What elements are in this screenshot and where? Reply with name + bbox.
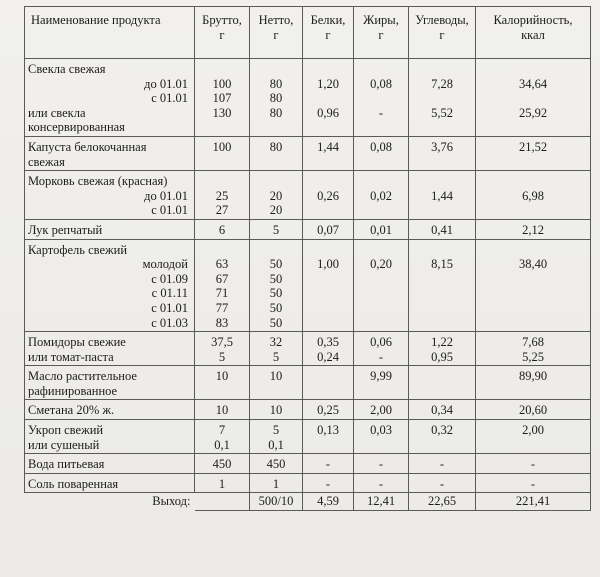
table-row [25, 219, 591, 239]
cell-value [307, 120, 349, 135]
cell-value [480, 174, 586, 189]
cell-value: 1,20 [317, 76, 339, 91]
header-brutto: Брутто, г [195, 7, 250, 59]
product-name [25, 473, 195, 493]
cell-value: 50 [269, 257, 283, 272]
output-calories: 221,41 [476, 493, 591, 511]
cell-netto [250, 219, 303, 239]
product-name-line: Картофель свежий [28, 242, 128, 257]
cell-fat [354, 454, 409, 474]
output-brutto [195, 493, 250, 511]
cell-value: 7 [218, 423, 226, 438]
table-row [25, 171, 591, 220]
product-name-line: Вода питьевая [28, 457, 105, 472]
cell-carbs [409, 420, 476, 454]
cell-value: 100 [212, 139, 232, 154]
product-name-line: с 01.03 [151, 315, 188, 330]
product-name-line: с 01.01 [151, 300, 188, 315]
cell-value: 0,07 [317, 222, 339, 237]
cell-carbs [409, 332, 476, 366]
cell-value: 0,08 [370, 76, 392, 91]
cell-carbs [409, 400, 476, 420]
cell-value [199, 120, 245, 135]
cell-value [199, 174, 245, 189]
cell-carbs [409, 454, 476, 474]
product-name-line: или свекла [28, 105, 86, 120]
product-name-line: Помидоры свежие [28, 335, 126, 350]
cell-value: 0,03 [370, 423, 392, 438]
table-row [25, 136, 591, 170]
cell-value: 7,68 [522, 335, 544, 350]
cell-calories [476, 332, 591, 366]
product-name-line: Лук репчатый [28, 222, 103, 237]
cell-value: - [378, 457, 384, 472]
cell-value: 0,08 [370, 139, 392, 154]
cell-value [480, 120, 586, 135]
product-name [25, 239, 195, 332]
cell-value: 1 [218, 476, 226, 491]
product-name-line: с 01.11 [151, 286, 188, 301]
cell-value [307, 369, 349, 384]
cell-value: - [325, 457, 331, 472]
product-name-line: рафинированное [28, 383, 118, 398]
cell-netto [250, 454, 303, 474]
cell-carbs [409, 136, 476, 170]
cell-value: 0,35 [317, 335, 339, 350]
product-name [25, 420, 195, 454]
cell-value: 20,60 [518, 403, 548, 418]
product-name-line: Морковь свежая (красная) [28, 174, 168, 189]
cell-fat [354, 332, 409, 366]
product-name [25, 136, 195, 170]
cell-value: 0,25 [317, 403, 339, 418]
cell-value [358, 62, 404, 77]
cell-value: - [439, 457, 445, 472]
cell-brutto [195, 171, 250, 220]
cell-value: 0,1 [214, 437, 230, 452]
cell-protein [303, 332, 354, 366]
cell-value: - [325, 476, 331, 491]
cell-value: 0,13 [317, 423, 339, 438]
cell-value [413, 91, 471, 106]
cell-netto [250, 366, 303, 400]
cell-value [413, 120, 471, 135]
cell-value [358, 120, 404, 135]
cell-value [254, 243, 298, 258]
cell-value: - [530, 476, 536, 491]
cell-protein [303, 136, 354, 170]
cell-protein [303, 219, 354, 239]
cell-value: 67 [215, 271, 229, 286]
cell-calories [476, 171, 591, 220]
cell-calories [476, 59, 591, 137]
cell-brutto [195, 454, 250, 474]
cell-value [358, 91, 404, 106]
cell-value: 37,5 [211, 335, 233, 350]
cell-value: - [439, 476, 445, 491]
cell-value: 10 [215, 369, 229, 384]
cell-value [254, 120, 298, 135]
output-carbs: 22,65 [409, 493, 476, 511]
cell-calories [476, 239, 591, 332]
cell-value [413, 369, 471, 384]
cell-brutto [195, 420, 250, 454]
cell-value [480, 91, 586, 106]
cell-netto [250, 473, 303, 493]
cell-fat [354, 239, 409, 332]
cell-calories [476, 400, 591, 420]
cell-value: 50 [269, 271, 283, 286]
product-name-line: или томат-паста [28, 349, 114, 364]
cell-value: 1,44 [431, 188, 453, 203]
cell-protein [303, 59, 354, 137]
cell-value: 10 [215, 403, 229, 418]
product-name [25, 59, 195, 137]
cell-brutto [195, 366, 250, 400]
cell-value: 2,12 [522, 222, 544, 237]
cell-value: - [378, 349, 384, 364]
cell-value: 80 [269, 76, 283, 91]
header-calories: Калорийность, ккал [476, 7, 591, 59]
cell-value: 9,99 [370, 369, 392, 384]
cell-value [413, 243, 471, 258]
cell-brutto [195, 473, 250, 493]
table-header-row [25, 7, 591, 59]
cell-value [307, 62, 349, 77]
cell-value: 50 [269, 300, 283, 315]
cell-value: 6,98 [522, 188, 544, 203]
cell-calories [476, 454, 591, 474]
cell-value: 7,28 [431, 76, 453, 91]
cell-value: 77 [215, 300, 229, 315]
cell-value: 0,34 [431, 403, 453, 418]
cell-value: 0,1 [268, 437, 284, 452]
cell-value: 450 [266, 457, 286, 472]
cell-value [199, 62, 245, 77]
cell-carbs [409, 473, 476, 493]
cell-value: 5 [272, 222, 280, 237]
cell-calories [476, 420, 591, 454]
table-row [25, 400, 591, 420]
product-name [25, 454, 195, 474]
product-name [25, 366, 195, 400]
cell-value: 27 [215, 203, 229, 218]
product-name [25, 400, 195, 420]
cell-value: 83 [215, 315, 229, 330]
cell-fat [354, 473, 409, 493]
cell-value [358, 174, 404, 189]
cell-value: 5,52 [431, 105, 453, 120]
product-name [25, 332, 195, 366]
cell-value: 0,06 [370, 335, 392, 350]
cell-value [480, 62, 586, 77]
cell-fat [354, 219, 409, 239]
cell-protein [303, 400, 354, 420]
cell-value: 89,90 [518, 369, 548, 384]
cell-value: 107 [212, 91, 232, 106]
cell-value [413, 174, 471, 189]
cell-netto [250, 239, 303, 332]
cell-value [199, 243, 245, 258]
cell-fat [354, 171, 409, 220]
table-row [25, 239, 591, 332]
header-carbs: Углеводы, г [409, 7, 476, 59]
product-name-line: или сушеный [28, 437, 100, 452]
cell-value: 0,32 [431, 423, 453, 438]
cell-value [307, 243, 349, 258]
product-name-line: Капуста белокочанная [28, 139, 147, 154]
header-name: Наименование продукта [25, 7, 195, 59]
cell-value: 50 [269, 286, 283, 301]
header-protein: Белки, г [303, 7, 354, 59]
cell-netto [250, 136, 303, 170]
cell-protein [303, 420, 354, 454]
cell-carbs [409, 171, 476, 220]
cell-netto [250, 400, 303, 420]
cell-value: 3,76 [431, 139, 453, 154]
table-row [25, 332, 591, 366]
cell-value: 1,22 [431, 335, 453, 350]
cell-value: 80 [269, 91, 283, 106]
product-name-line: с 01.01 [151, 203, 188, 218]
cell-value: 25 [215, 188, 229, 203]
product-name-line: с 01.09 [151, 271, 188, 286]
cell-value: - [530, 457, 536, 472]
table-row [25, 473, 591, 493]
product-name-line: Масло растительное [28, 369, 137, 384]
cell-value: 8,15 [431, 257, 453, 272]
product-name-line: Свекла свежая [28, 62, 106, 76]
cell-value: 34,64 [518, 76, 548, 91]
cell-value [307, 91, 349, 106]
header-netto: Нетто, г [250, 7, 303, 59]
product-name [25, 171, 195, 220]
cell-brutto [195, 400, 250, 420]
product-name-line: до 01.01 [144, 76, 188, 91]
cell-value: 2,00 [370, 403, 392, 418]
cell-value: 2,00 [522, 423, 544, 438]
product-name-line: с 01.01 [151, 91, 188, 106]
cell-carbs [409, 366, 476, 400]
cell-value: - [378, 105, 384, 120]
product-name-line: до 01.01 [144, 188, 188, 203]
cell-fat [354, 59, 409, 137]
cell-calories [476, 473, 591, 493]
cell-value: 38,40 [518, 257, 548, 272]
cell-value: 0,95 [431, 349, 453, 364]
cell-value: 71 [215, 286, 229, 301]
cell-value [307, 174, 349, 189]
cell-fat [354, 420, 409, 454]
cell-protein [303, 454, 354, 474]
cell-value: 80 [269, 105, 283, 120]
cell-netto [250, 59, 303, 137]
cell-value: 0,20 [370, 257, 392, 272]
cell-value: 50 [269, 315, 283, 330]
cell-value: 10 [269, 369, 283, 384]
cell-brutto [195, 59, 250, 137]
product-name-line: свежая [28, 154, 65, 169]
cell-value: 0,01 [370, 222, 392, 237]
output-fat: 12,41 [354, 493, 409, 511]
cell-value: 21,52 [518, 139, 548, 154]
cell-value: 6 [218, 222, 226, 237]
cell-brutto [195, 136, 250, 170]
cell-value: 1 [272, 476, 280, 491]
cell-brutto [195, 219, 250, 239]
header-fat: Жиры, г [354, 7, 409, 59]
product-name-line: Сметана 20% ж. [28, 403, 115, 418]
product-name [25, 219, 195, 239]
cell-calories [476, 136, 591, 170]
cell-value: 1,00 [317, 257, 339, 272]
cell-value [254, 174, 298, 189]
cell-protein [303, 366, 354, 400]
product-name-line: молодой [142, 257, 188, 272]
cell-brutto [195, 239, 250, 332]
cell-value: 0,24 [317, 349, 339, 364]
cell-value: 20 [269, 188, 283, 203]
cell-value: 63 [215, 257, 229, 272]
product-name-line: Укроп свежий [28, 423, 104, 438]
cell-value: 20 [269, 203, 283, 218]
cell-value: 0,02 [370, 188, 392, 203]
cell-value: 5 [272, 349, 280, 364]
cell-value: 130 [212, 105, 232, 120]
cell-value: 100 [212, 76, 232, 91]
output-netto: 500/10 [250, 493, 303, 511]
table-row [25, 59, 591, 137]
cell-value: 0,26 [317, 188, 339, 203]
cell-value: 0,96 [317, 105, 339, 120]
cell-value: 5,25 [522, 349, 544, 364]
cell-fat [354, 400, 409, 420]
table-row [25, 420, 591, 454]
cell-value: 10 [269, 403, 283, 418]
cell-value: 450 [212, 457, 232, 472]
cell-carbs [409, 239, 476, 332]
cell-value: 32 [269, 335, 283, 350]
product-name-line: консервированная [28, 120, 125, 135]
cell-calories [476, 366, 591, 400]
cell-value: 5 [272, 423, 280, 438]
cell-value: 80 [269, 139, 283, 154]
cell-value [480, 243, 586, 258]
cell-calories [476, 219, 591, 239]
cell-value [413, 62, 471, 77]
table-row [25, 366, 591, 400]
cell-value: 25,92 [518, 105, 548, 120]
cell-netto [250, 420, 303, 454]
cell-value [254, 62, 298, 77]
cell-brutto [195, 332, 250, 366]
output-label: Выход: [25, 493, 195, 511]
cell-netto [250, 332, 303, 366]
cell-value: 1,44 [317, 139, 339, 154]
cell-value: - [378, 476, 384, 491]
cell-protein [303, 473, 354, 493]
cell-fat [354, 366, 409, 400]
cell-netto [250, 171, 303, 220]
cell-carbs [409, 59, 476, 137]
product-name-line: Соль поваренная [28, 476, 119, 491]
cell-value: 0,41 [431, 222, 453, 237]
cell-protein [303, 239, 354, 332]
table-row [25, 454, 591, 474]
cell-value [358, 243, 404, 258]
output-protein: 4,59 [303, 493, 354, 511]
cell-fat [354, 136, 409, 170]
cell-protein [303, 171, 354, 220]
cell-carbs [409, 219, 476, 239]
recipe-table [24, 6, 591, 511]
output-row [25, 493, 591, 511]
cell-value: 5 [218, 349, 226, 364]
